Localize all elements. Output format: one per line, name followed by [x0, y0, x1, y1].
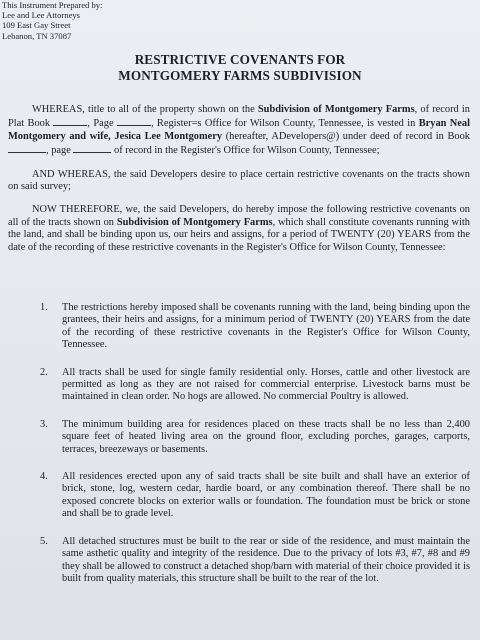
- item-text: All detached structures must be built to the rear or side of the residence, and must maintain the same asthetic quality and integrity of the residence. Due to the privacy of lots #3, #7, #8 and #9 they shall be allowed to construct a detached shop/barn with material of their choice provided it is built from quality materials, this structure shall be built to the rear of the lot.: [62, 535, 470, 584]
- text-run: (hereafter, ADevelopers@) under deed of record in Book: [222, 130, 470, 142]
- whereas-paragraph-1: [8, 104, 470, 158]
- blank-line: [73, 143, 111, 153]
- text-run: of record in the Register's Office for Wilson County, Tennessee;: [111, 145, 380, 157]
- preparer-street: 109 East Gay Street: [2, 20, 71, 31]
- text-run: , Page: [87, 118, 117, 130]
- title-line-2: MONTGOMERY FARMS SUBDIVISION: [118, 68, 362, 83]
- list-item: [40, 471, 470, 521]
- bold-run: Subdivision of Montgomery Farms: [257, 104, 415, 115]
- item-text: The minimum building area for residences placed on these tracts shall be no less than 2,400 square feet of heated living area on the ground floor, excluding porches, garages, carports, terraces, breezeways or basements.: [62, 418, 470, 455]
- document-body: [8, 104, 470, 265]
- list-item: [40, 536, 470, 586]
- document-title: [0, 52, 480, 84]
- text-run: WHEREAS, title to all of the property shown on the: [32, 104, 258, 115]
- list-item: [40, 419, 470, 456]
- whereas-paragraph-2: AND WHEREAS, the said Developers desire to place certain restrictive covenants on the tracts shown on said survey;: [8, 168, 470, 193]
- text-run: , of record in Plat Book: [8, 104, 471, 130]
- item-number: 2.: [40, 366, 48, 378]
- text-run: , page: [46, 145, 74, 157]
- preparer-block: [2, 0, 102, 41]
- blank-line: [8, 143, 46, 153]
- item-number: 4.: [40, 471, 48, 483]
- bold-run: Subdivision of Montgomery Farms: [116, 216, 273, 228]
- blank-line: [53, 116, 87, 126]
- bold-run: Bryan Neal Montgomery and wife, Jesica Lee Montgomery: [8, 118, 470, 142]
- text-run: , Register=s Office for Wilson County, Tennessee, is vested in: [150, 118, 419, 130]
- item-text: All tracts shall be used for single family residential only. Horses, cattle and other livestock are permitted as long as they are not raised for commercial enterprise. Livestock barns must be maintained in clean order. No hogs are allowed. No commercial Poultry is allowed.: [62, 366, 470, 403]
- title-line-1: RESTRICTIVE COVENANTS FOR: [134, 52, 346, 67]
- preparer-line: This Instrument Prepared by:: [2, 0, 103, 10]
- preparer-city: Lebanon, TN 37087: [2, 30, 72, 41]
- item-text: The restrictions hereby imposed shall be covenants running with the land, being binding upon the grantees, their heirs and assigns, for a minimum period of TWENTY (20) YEARS from the date of the recording of these restrictive covenants in the Register's Office for Wilson County, Tennessee.: [62, 302, 470, 351]
- item-number: 3.: [40, 418, 48, 430]
- blank-line: [117, 116, 151, 126]
- covenant-list: [40, 302, 470, 600]
- preparer-firm: Lee and Lee Attorneys: [2, 10, 81, 21]
- list-item: [40, 367, 470, 404]
- item-number: 1.: [40, 302, 48, 313]
- list-item: [40, 302, 470, 352]
- now-therefore-paragraph: [8, 204, 470, 254]
- text-run: , which shall constitute covenants running with the land, and shall be binding upon us, our heirs and assigns, for a period of TWENTY (20) YEARS from the date of the recording of these restrictive covenants in the Register's Office for Wilson County, Tennessee:: [8, 216, 470, 253]
- item-text: All residences erected upon any of said tracts shall be site built and shall have an exterior of brick, stone, log, western cedar, hardie board, or any combination thereof. There shall be no exposed concrete blocks on exterior walls or foundation. The foundation must be brick or stone and shall be to grade level.: [62, 471, 470, 520]
- item-number: 5.: [40, 535, 48, 547]
- text-run: NOW THEREFORE, we, the said Developers, do hereby impose the following restrictive covenants on all of the tracts shown on: [8, 204, 470, 228]
